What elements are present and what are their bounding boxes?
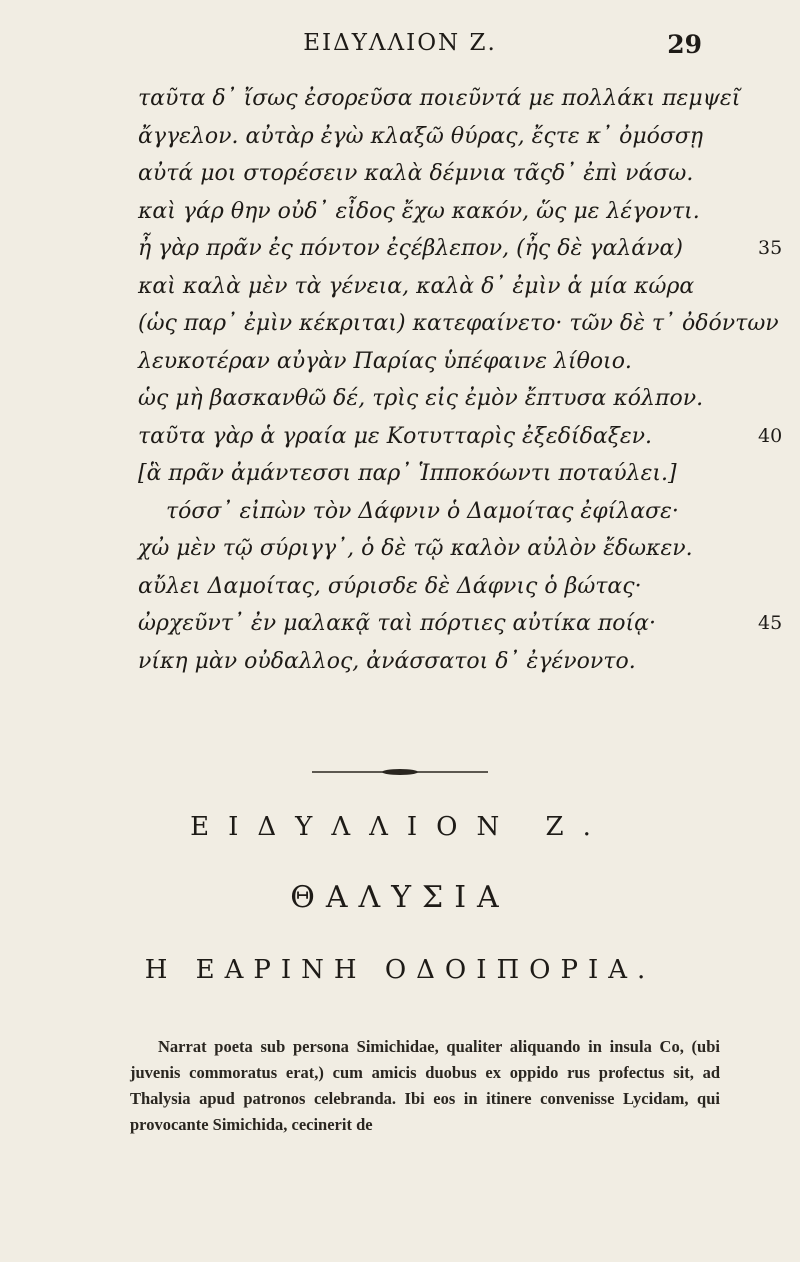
verse-line [138, 155, 708, 193]
page-number: 29 [667, 30, 702, 59]
argument-text: Narrat poeta sub persona Simichidae, qualiter aliquando in insula Co, (ubi juvenis commoratus erat,) cum amicis duobus ex oppido rus profectus sit, ad Thalysia apud patronos celebranda. Ibi eos in itinere convenisse Lycidam, qui provocante Simichida, cecinerit de [130, 1037, 720, 1134]
poem-subtitle: Η ΕΑΡΙΝΗ ΟΔΟΙΠΟΡΙΑ. [144, 955, 656, 985]
verse-line [138, 418, 783, 456]
verse-text: ἦ γὰρ πρᾶν ἐς πόντον ἐςέβλεπον, (ἦς δὲ γαλάνα) [138, 236, 683, 261]
verse-text: ὠρχεῦντ᾽ ἐν μαλακᾷ ταὶ πόρτιες αὐτίκα ποίᾳ· [138, 611, 657, 636]
line-number: 45 [758, 612, 783, 634]
verse-line [138, 643, 708, 681]
verse-text: χὠ μὲν τῷ σύριγγ᾽, ὁ δὲ τῷ καλὸν αὐλὸν ἔδωκεν. [138, 536, 693, 561]
verse-text: ὡς μὴ βασκανθῶ δέ, τρὶς εἰς ἐμὸν ἔπτυσα κόλπον. [138, 386, 704, 411]
verse-text: (ὡς παρ᾽ ἐμὶν κέκριται) κατεφαίνετο· τῶν δὲ τ᾽ ὀδόντων [138, 311, 779, 336]
verse-text: ἄγγελον. αὐτὰρ ἐγὼ κλαξῶ θύρας, ἔςτε κ᾽ ὀμόσσῃ [138, 123, 704, 149]
verse-text: τόσσ᾽ εἰπὼν τὸν Δάφνιν ὁ Δαμοίτας ἐφίλασε· [166, 498, 679, 524]
verse-line [138, 118, 708, 156]
verse-text: καὶ γάρ θην οὐδ᾽ εἶδος ἔχω κακόν, ὥς με λέγοντι. [138, 198, 700, 224]
idyll-label: ΕΙΔΥΛΛΙΟΝ Ζ. [190, 812, 610, 842]
verse-line [138, 305, 779, 343]
verse-line [138, 455, 708, 493]
verse-line [138, 230, 783, 268]
line-number: 35 [758, 237, 783, 259]
verse-line [138, 493, 708, 531]
verse-line [138, 80, 741, 118]
line-number: 40 [758, 424, 783, 447]
verse-text: αὔλει Δαμοίτας, σύρισδε δὲ Δάφνις ὁ βώτας· [138, 573, 642, 599]
verse-line [138, 193, 708, 231]
latin-argument [130, 1034, 720, 1138]
running-head: ΕΙΔΥΛΛΙΟΝ Ζ. [303, 30, 497, 56]
verse-text: αὐτά μοι στορέσειν καλὰ δέμνια τᾶςδ᾽ ἐπὶ νάσω. [138, 161, 694, 186]
verse-text: ταῦτα δ᾽ ἴσως ἐσορεῦσα ποιεῦντά με πολλάκι πεμψεῖ [138, 86, 741, 111]
verse-line [138, 530, 708, 568]
verse-text: καὶ καλὰ μὲν τὰ γένεια, καλὰ δ᾽ ἐμὶν ἁ μία κώρα [138, 273, 695, 299]
verse-line [138, 568, 708, 606]
verse-text: νίκη μὰν οὐδαλλος, ἀνάσσατοι δ᾽ ἐγένοντο. [138, 648, 636, 674]
ornamental-divider [312, 769, 488, 775]
verse-block [138, 80, 783, 680]
verse-line [138, 343, 708, 381]
verse-line [138, 268, 708, 306]
verse-line [138, 380, 708, 418]
verse-text: [ἃ πρᾶν ἀμάντεσσι παρ᾽ Ἱπποκόωντι ποταύλει.] [138, 461, 677, 486]
verse-text: λευκοτέραν αὐγὰν Παρίας ὑπέφαινε λίθοιο. [138, 348, 632, 374]
verse-line [138, 605, 783, 643]
poem-title: ΘΑΛΥΣΙΑ [290, 880, 510, 915]
verse-text: ταῦτα γὰρ ἁ γραία με Κοτυτταρὶς ἐξεδίδαξεν. [138, 423, 653, 449]
